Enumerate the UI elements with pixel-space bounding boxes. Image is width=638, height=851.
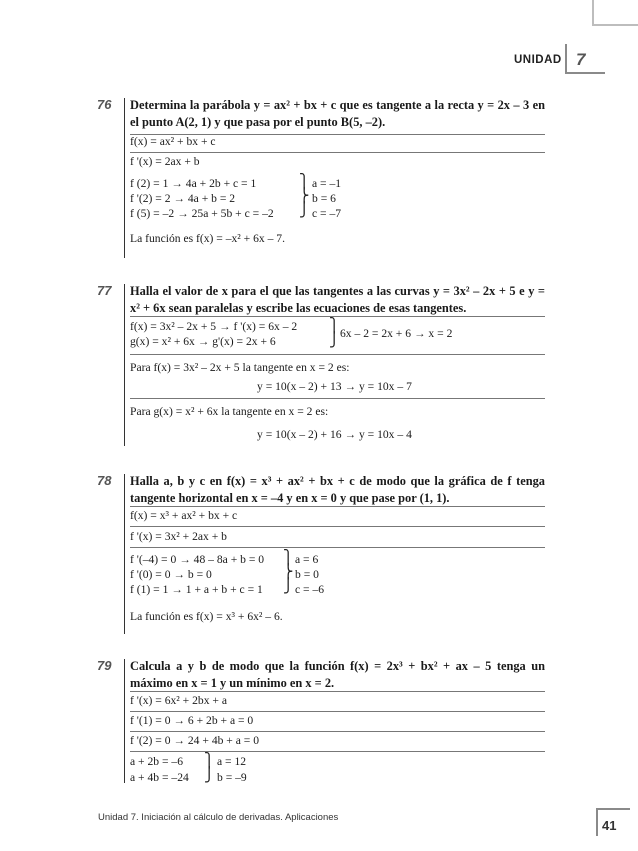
rule — [130, 526, 545, 527]
conclusion: La función es f(x) = x³ + 6x² – 6. — [130, 610, 283, 623]
rule — [130, 547, 545, 548]
problem-bar — [124, 474, 125, 634]
system-result: a = 12 — [217, 755, 247, 768]
system-equation: f(x) = 3x² – 2x + 5 → f '(x) = 6x – 2 — [130, 320, 298, 333]
tangent-equation: y = 10(x – 2) + 16 → y = 10x – 4 — [257, 428, 412, 441]
system-brace: ⎫ ⎬ ⎭ — [283, 550, 294, 594]
problem-bar — [124, 284, 125, 446]
system-result: b = –9 — [217, 771, 247, 784]
tangent-intro: Para g(x) = x² + 6x la tangente en x = 2 es: — [130, 405, 329, 418]
problem-number: 76 — [97, 97, 112, 112]
solution-line: f '(x) = 2ax + b — [130, 155, 200, 168]
problem-number: 79 — [97, 658, 112, 673]
system-result: b = 6 — [312, 192, 336, 205]
problem-number: 78 — [97, 473, 112, 488]
system-equation: f '(–4) = 0 → 48 – 8a + b = 0 — [130, 553, 265, 566]
problem-number: 77 — [97, 283, 112, 298]
problem-statement: Calcula a y b de modo que la función f(x) = 2x³ + bx² + ax – 5 tenga un máximo en x = 1 y un mínimo en x = 2. — [130, 659, 545, 690]
problem-statement: Halla a, b y c en f(x) = x³ + ax² + bx + c de modo que la gráfica de f tenga tangente horizontal en x = –4 y en x = 0 y que pase por (1, 1). — [130, 474, 545, 505]
system-equation: a + 2b = –6 — [130, 755, 184, 768]
page-number: 41 — [602, 818, 617, 833]
system-equation: f '(0) = 0 → b = 0 — [130, 568, 212, 581]
tangent-intro: Para f(x) = 3x² – 2x + 5 la tangente en x = 2 es: — [130, 361, 350, 374]
solution-line: f(x) = ax² + bx + c — [130, 135, 216, 148]
rule — [130, 354, 545, 355]
solution-line: f(x) = x³ + ax² + bx + c — [130, 509, 238, 522]
system-result: c = –7 — [312, 207, 342, 220]
top-right-corner-mark — [592, 24, 638, 26]
solution-line: f '(2) = 0 → 24 + 4b + a = 0 — [130, 734, 260, 747]
system-brace: ⎫ ⎭ — [329, 318, 340, 348]
system-equation: f '(2) = 2 → 4a + b = 2 — [130, 192, 236, 205]
solution-line: f '(x) = 6x² + 2bx + a — [130, 694, 227, 707]
top-right-corner-mark — [592, 0, 594, 26]
problem-statement: Halla el valor de x para el que las tangentes a las curvas y = 3x² – 2x + 5 e y = x² + 6x sean paralelas y escribe las ecuaciones de esas tangentes. — [130, 284, 545, 315]
system-equation: a + 4b = –24 — [130, 771, 189, 784]
system-brace: ⎫ ⎬ ⎭ — [299, 174, 310, 218]
rule — [130, 711, 545, 712]
page-bracket — [596, 808, 598, 836]
rule — [130, 398, 545, 399]
unit-label: UNIDAD — [514, 54, 562, 66]
rule — [130, 316, 545, 317]
problem-statement: Determina la parábola y = ax² + bx + c que es tangente a la recta y = 2x – 3 en el punto A(2, 1) y que pasa por el punto B(5, –2). — [130, 98, 545, 129]
conclusion: La función es f(x) = –x² + 6x – 7. — [130, 232, 285, 245]
system-equation: f (2) = 1 → 4a + 2b + c = 1 — [130, 177, 257, 190]
system-brace: ⎫ ⎭ — [204, 753, 215, 783]
rule — [130, 506, 545, 507]
rule — [130, 152, 545, 153]
system-equation: f (5) = –2 → 25a + 5b + c = –2 — [130, 207, 274, 220]
unit-bracket — [565, 44, 567, 74]
system-equation: g(x) = x² + 6x → g'(x) = 2x + 6 — [130, 335, 276, 348]
page-bracket — [596, 808, 630, 810]
system-equation: f (1) = 1 → 1 + a + b + c = 1 — [130, 583, 263, 596]
system-result: a = –1 — [312, 177, 342, 190]
system-result: a = 6 — [295, 553, 319, 566]
system-result: 6x – 2 = 2x + 6 → x = 2 — [340, 327, 453, 340]
unit-bracket — [565, 72, 605, 74]
rule — [130, 731, 545, 732]
problem-bar — [124, 659, 125, 783]
system-result: b = 0 — [295, 568, 319, 581]
rule — [130, 751, 545, 752]
system-result: c = –6 — [295, 583, 325, 596]
rule — [130, 691, 545, 692]
problem-bar — [124, 98, 125, 258]
footer-text: Unidad 7. Iniciación al cálculo de derivadas. Aplicaciones — [98, 812, 339, 823]
solution-line: f '(x) = 3x² + 2ax + b — [130, 530, 227, 543]
solution-line: f '(1) = 0 → 6 + 2b + a = 0 — [130, 714, 254, 727]
tangent-equation: y = 10(x – 2) + 13 → y = 10x – 7 — [257, 380, 412, 393]
unit-number: 7 — [576, 50, 586, 69]
